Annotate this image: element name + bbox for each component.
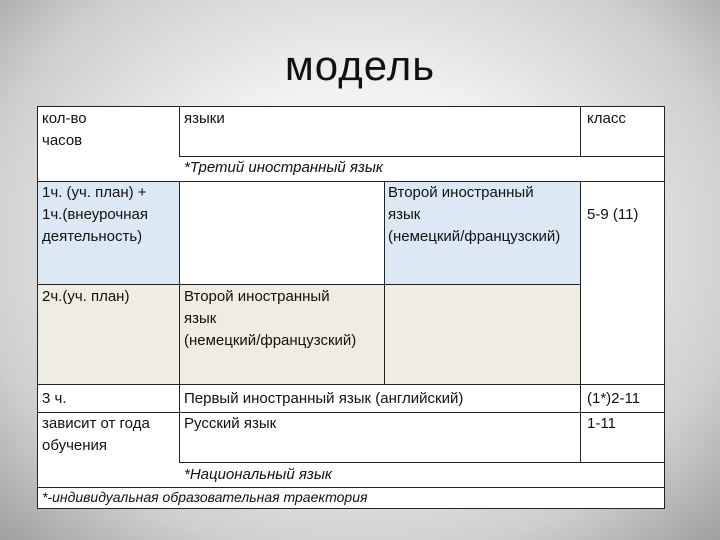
row2-empty-cell [384, 284, 580, 384]
table-header-row [37, 106, 665, 156]
table-divider [37, 284, 580, 285]
national-language-row [37, 462, 665, 487]
table-border [37, 106, 665, 107]
row3-language: Первый иностранный язык (английский) [184, 390, 464, 407]
row1-grade: 5-9 (11) [587, 206, 639, 223]
table-border [37, 508, 665, 509]
table-border [664, 106, 665, 508]
row1-language: Второй иностранный язык (немецкий/французский) [388, 184, 561, 245]
table-divider [37, 384, 665, 385]
header-languages: языки [184, 110, 225, 127]
page-title: модель [284, 42, 436, 89]
header-hours: кол-во часов [42, 110, 87, 149]
row3-grade: (1*)2-11 [587, 390, 641, 407]
header-grade: класс [587, 110, 626, 127]
table-divider [179, 106, 180, 156]
row3-hours: 3 ч. [42, 390, 67, 407]
table-divider [179, 181, 180, 462]
row1-hours: 1ч. (уч. план) + 1ч.(внеурочная деятельность) [42, 184, 148, 245]
row4-language: Русский язык [184, 415, 277, 432]
third-language-label: *Третий иностранный язык [184, 159, 383, 176]
row4-hours: зависит от года обучения [42, 415, 150, 454]
footnote: *-индивидуальная образовательная траектория [42, 489, 368, 505]
row2-language: Второй иностранный язык (немецкий/французский) [184, 288, 357, 349]
national-language-label: *Национальный язык [184, 466, 332, 483]
table-border [37, 106, 38, 508]
row1-empty-cell [179, 181, 384, 284]
table-divider [580, 181, 581, 462]
table-divider [179, 462, 665, 463]
table-divider [580, 106, 581, 156]
table-divider [384, 181, 385, 384]
row4-grade: 1-11 [587, 415, 616, 432]
row2-hours: 2ч.(уч. план) [42, 288, 130, 305]
